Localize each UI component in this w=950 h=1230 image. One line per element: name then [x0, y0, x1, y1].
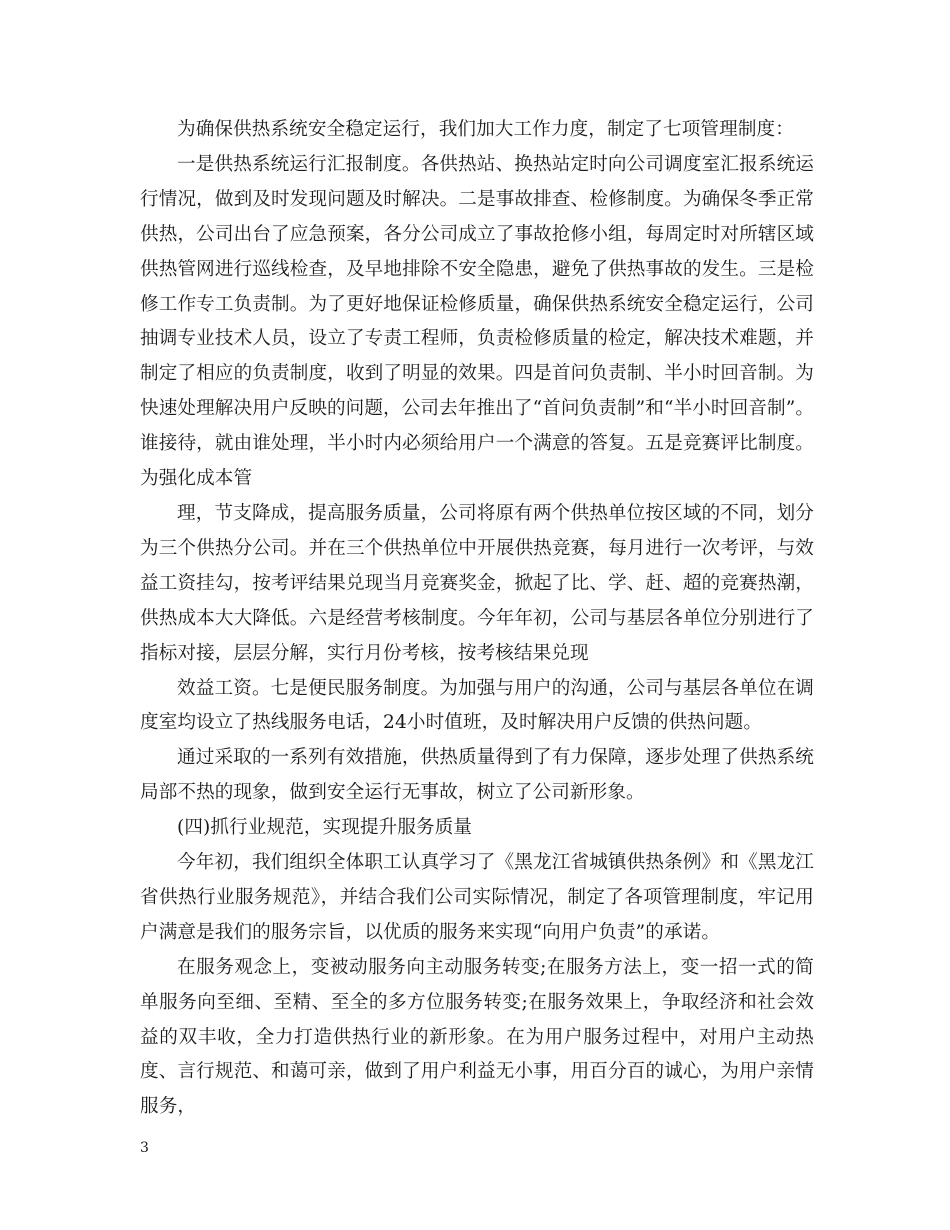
- paragraph-cost-competition: 理，节支降成，提高服务质量，公司将原有两个供热单位按区域的不同，划分为三个供热分公司。并在三个供热单位中开展供热竞赛，每月进行一次考评，与效益工资挂勾，按考评结果兑现当月竞赛奖金，掀起了比、学、赶、超的竞赛热潮，供热成本大大降低。六是经营考核制度。今年年初，公司与基层各单位分别进行了指标对接，层层分解，实行月份考核，按考核结果兑现: [140, 502, 814, 664]
- paragraph-service-concept: 在服务观念上，变被动服务向主动服务转变;在服务方法上，变一招一式的简单服务向至细、至精、至全的多方位服务转变;在服务效果上，争取经济和社会效益的双丰收，全力打造供热行业的新形象。在为用户服务过程中，对用户主动热度、言行规范、和蔼可亲，做到了用户利益无小事，用百分百的诚心，为用户亲情服务，: [140, 956, 814, 1118]
- paragraph-convenience-service: 效益工资。七是便民服务制度。为加强与用户的沟通，公司与基层各单位在调度室均设立了热线服务电话，24小时值班，及时解决用户反馈的供热问题。: [140, 677, 814, 734]
- paragraph-measures-result: 通过采取的一系列有效措施，供热质量得到了有力保障，逐步处理了供热系统局部不热的现象，做到安全运行无事故，树立了公司新形象。: [140, 747, 814, 804]
- paragraph-intro: 为确保供热系统安全稳定运行，我们加大工作力度，制定了七项管理制度：: [177, 119, 794, 140]
- document-body: [140, 113, 814, 1125]
- section-heading: (四)抓行业规范，实现提升服务质量: [177, 817, 473, 839]
- page-number: 3: [140, 1140, 149, 1156]
- paragraph-regulations-study: 今年初，我们组织全体职工认真学习了《黑龙江省城镇供热条例》和《黑龙江省供热行业服务规范》，并结合我们公司实际情况，制定了各项管理制度，牢记用户满意是我们的服务宗旨，以优质的服务来实现“向用户负责”的承诺。: [140, 852, 814, 943]
- paragraph-systems-1-5: 一是供热系统运行汇报制度。各供热站、换热站定时向公司调度室汇报系统运行情况，做到及时发现问题及时解决。二是事故排查、检修制度。为确保冬季正常供热，公司出台了应急预案，各分公司成立了事故抢修小组，每周定时对所辖区域供热管网进行巡线检查，及早地排除不安全隐患，避免了供热事故的发生。三是检修工作专工负责制。为了更好地保证检修质量，确保供热系统安全稳定运行，公司抽调专业技术人员，设立了专责工程师，负责检修质量的检定，解决技术难题，并制定了相应的负责制度，收到了明显的效果。四是首问负责制、半小时回音制。为快速处理解决用户反映的问题，公司去年推出了“首问负责制”和“半小时回音制”。谁接待，就由谁处理，半小时内必须给用户一个满意的答复。五是竞赛评比制度。为强化成本管: [140, 153, 815, 490]
